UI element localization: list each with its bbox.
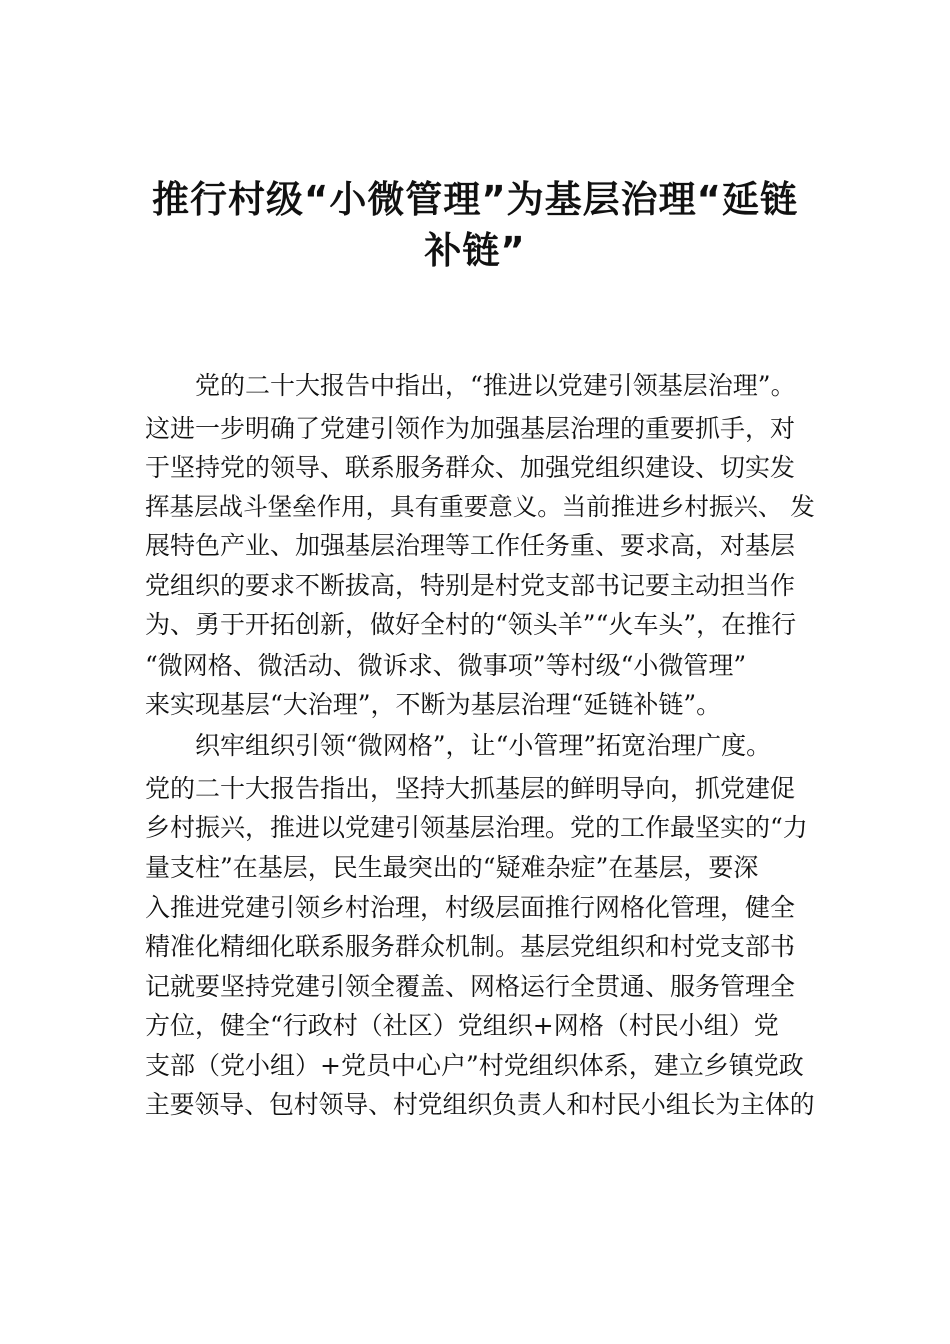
- paragraph-1-line-3: 于坚持党的领导、联系服务群众、加强党组织建设、切实发: [145, 453, 796, 482]
- paragraph-1-line-2: 这进一步明确了党建引领作为加强基层治理的重要抓手，对: [145, 414, 796, 443]
- section-heading: 织牢组织引领“微网格”，让“小管理”拓宽治理广度。: [195, 731, 772, 760]
- paragraph-1-line-4: 挥基层战斗堡垒作用，具有重要意义。当前推进乡村振兴、 发: [145, 492, 815, 521]
- paragraph-1-line-5: 展特色产业、加强基层治理等工作任务重、要求高，对基层: [145, 531, 796, 560]
- document-title-line-2: 补链”: [424, 229, 526, 272]
- paragraph-2-line-5: 精准化精细化联系服务群众机制。基层党组织和村党支部书: [145, 932, 796, 961]
- paragraph-2-line-1: 党的二十大报告指出，坚持大抓基层的鲜明导向，抓党建促: [145, 774, 796, 803]
- paragraph-2-line-9: 主要领导、包村领导、村党组织负责人和村民小组长为主体的: [145, 1090, 815, 1119]
- document-title-line-1: 推行村级“小微管理”为基层治理“延链: [152, 178, 798, 221]
- paragraph-2-line-3: 量支柱”在基层，民生最突出的“疑难杂症”在基层，要深: [145, 853, 759, 882]
- paragraph-1-line-8: “微网格、微活动、微诉求、微事项”等村级“小微管理”: [145, 651, 747, 680]
- paragraph-1-line-9: 来实现基层“大治理”，不断为基层治理“延链补链”。: [145, 690, 722, 719]
- paragraph-2-line-8: 支部（党小组）+党员中心户”村党组织体系，建立乡镇党政: [145, 1051, 804, 1080]
- paragraph-1-line-6: 党组织的要求不断拔高，特别是村党支部书记要主动担当作: [145, 571, 796, 600]
- paragraph-2-line-6: 记就要坚持党建引领全覆盖、网格运行全贯通、服务管理全: [145, 972, 796, 1001]
- paragraph-2-line-7: 方位，健全“行政村（社区）党组织+网格（村民小组）党: [145, 1011, 779, 1040]
- paragraph-2-line-4: 入推进党建引领乡村治理，村级层面推行网格化管理，健全: [145, 893, 796, 922]
- paragraph-2-line-2: 乡村振兴，推进以党建引领基层治理。党的工作最坚实的“力: [145, 813, 808, 842]
- paragraph-1-line-7: 为、勇于开拓创新，做好全村的“领头羊”“火车头”，在推行: [145, 610, 797, 639]
- paragraph-1-line-1: 党的二十大报告中指出，“推进以党建引领基层治理”。: [195, 371, 796, 400]
